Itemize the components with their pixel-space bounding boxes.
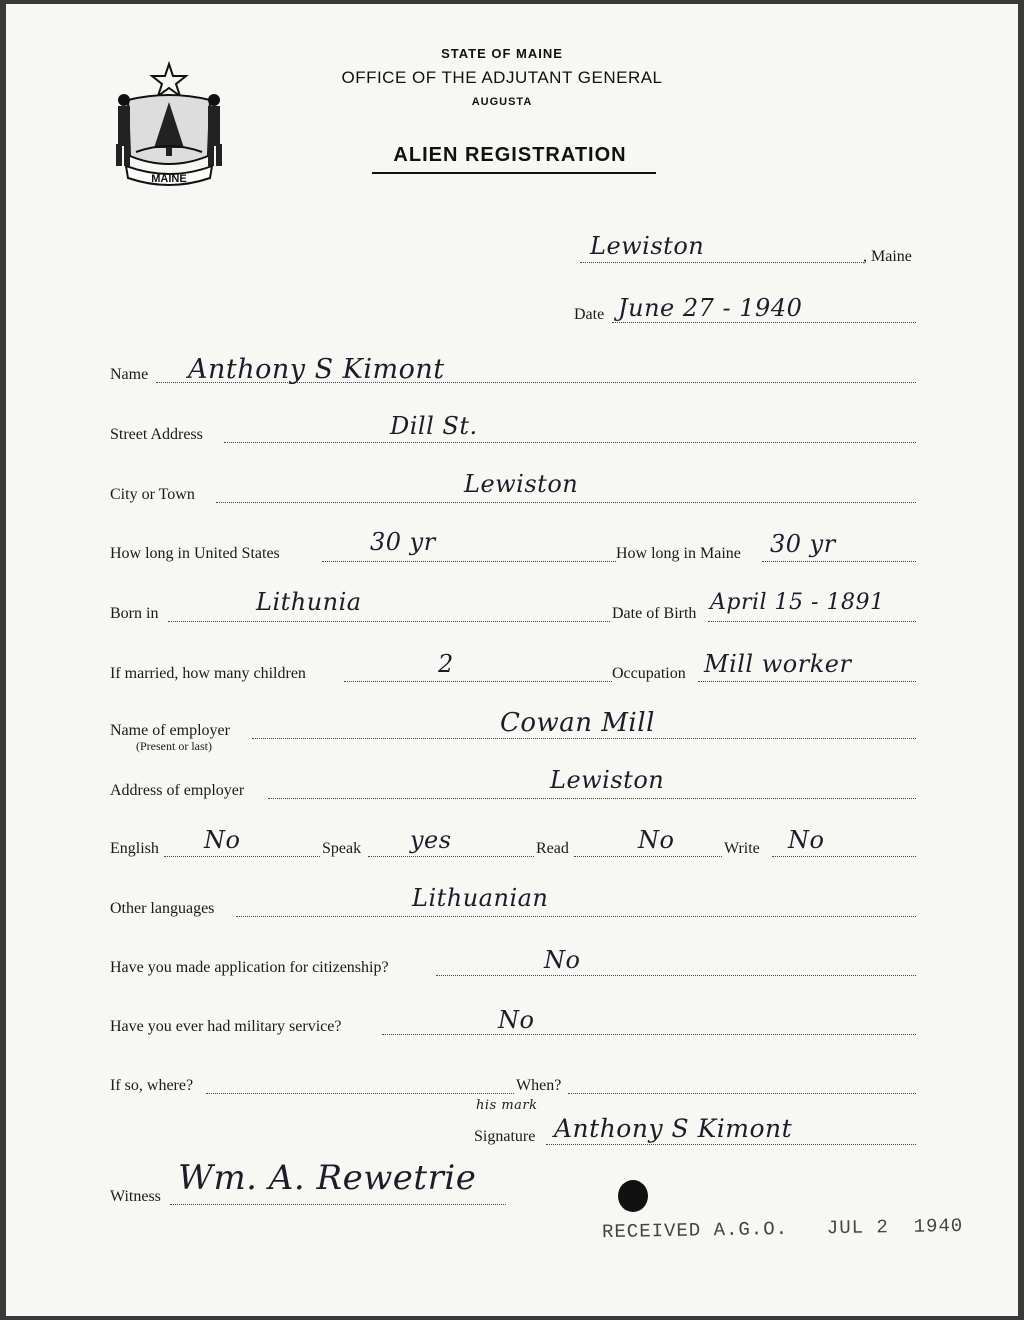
occupation-label: Occupation	[612, 665, 686, 682]
witness-label: Witness	[110, 1188, 161, 1205]
read-line	[574, 856, 722, 857]
military-value: No	[498, 1006, 535, 1034]
street-label: Street Address	[110, 426, 203, 443]
children-line	[344, 681, 612, 682]
name-label: Name	[110, 366, 149, 383]
city-line	[216, 502, 916, 503]
place-line	[580, 262, 864, 263]
signature-line	[546, 1144, 916, 1145]
occupation-line	[698, 681, 916, 682]
read-label: Read	[536, 840, 569, 857]
us-years-label: How long in United States	[110, 545, 280, 562]
citizenship-line	[436, 975, 916, 976]
citizenship-label: Have you made application for citizenship?	[110, 959, 389, 976]
me-years-value: 30 yr	[770, 530, 836, 558]
place-value: Lewiston	[590, 232, 705, 260]
office-heading: OFFICE OF THE ADJUTANT GENERAL	[341, 68, 663, 87]
occupation-value: Mill worker	[704, 650, 852, 678]
seal-banner-text: MAINE	[151, 173, 187, 185]
witness-line	[170, 1204, 506, 1205]
signature-value: Anthony S Kimont	[554, 1114, 793, 1143]
place-suffix: , Maine	[863, 248, 912, 265]
registration-form	[6, 4, 1018, 1316]
military-label: Have you ever had military service?	[110, 1018, 342, 1035]
write-value: No	[788, 826, 825, 854]
state-heading: STATE OF MAINE	[441, 46, 563, 61]
born-label: Born in	[110, 605, 159, 622]
speak-value: yes	[410, 826, 452, 854]
born-line	[168, 621, 610, 622]
employer-line	[252, 738, 916, 739]
read-value: No	[638, 826, 675, 854]
stamp-date: JUL 2 1940	[826, 1214, 964, 1240]
employer-address-line	[268, 798, 916, 799]
city-heading: AUGUSTA	[471, 96, 533, 108]
where-line	[206, 1093, 514, 1094]
children-value: 2	[438, 650, 454, 678]
dob-line	[708, 621, 916, 622]
received-stamp	[602, 1215, 964, 1243]
employer-sublabel: (Present or last)	[136, 739, 212, 753]
city-value: Lewiston	[464, 470, 579, 498]
born-value: Lithunia	[256, 588, 362, 616]
name-value: Anthony S Kimont	[188, 354, 445, 385]
employer-address-value: Lewiston	[550, 766, 665, 794]
form-title: ALIEN REGISTRATION	[393, 144, 627, 166]
employer-label: Name of employer	[110, 722, 230, 739]
street-value: Dill St.	[390, 412, 478, 440]
where-label: If so, where?	[110, 1077, 194, 1094]
when-line	[568, 1093, 916, 1094]
citizenship-value: No	[544, 946, 581, 974]
employer-address-label: Address of employer	[110, 782, 245, 799]
us-years-value: 30 yr	[370, 528, 436, 556]
date-line	[612, 322, 916, 323]
other-languages-line	[236, 916, 916, 917]
dob-value: April 15 - 1891	[710, 590, 885, 615]
english-value: No	[204, 826, 241, 854]
employer-value: Cowan Mill	[500, 708, 655, 738]
write-label: Write	[724, 840, 760, 857]
us-years-line	[322, 561, 616, 562]
children-label: If married, how many children	[110, 665, 306, 682]
write-line	[772, 856, 916, 857]
other-languages-value: Lithuanian	[412, 884, 549, 912]
date-label: Date	[574, 306, 605, 323]
when-label: When?	[516, 1077, 562, 1094]
me-years-label: How long in Maine	[616, 545, 741, 562]
military-line	[382, 1034, 916, 1035]
signature-label: Signature	[474, 1128, 536, 1145]
ink-blot	[618, 1180, 648, 1212]
stamp-text: RECEIVED A.G.O.	[601, 1217, 789, 1244]
speak-line	[368, 856, 534, 857]
city-label: City or Town	[110, 486, 195, 503]
other-languages-label: Other languages	[110, 900, 215, 917]
me-years-line	[762, 561, 916, 562]
english-line	[164, 856, 320, 857]
witness-value: Wm. A. Rewetrie	[178, 1158, 477, 1198]
title-underline	[372, 172, 656, 174]
signature-mark-note: his mark	[476, 1098, 538, 1113]
speak-label: Speak	[322, 840, 362, 857]
dob-label: Date of Birth	[612, 605, 697, 622]
street-line	[224, 442, 916, 443]
english-label: English	[110, 840, 159, 857]
date-value: June 27 - 1940	[618, 294, 803, 322]
